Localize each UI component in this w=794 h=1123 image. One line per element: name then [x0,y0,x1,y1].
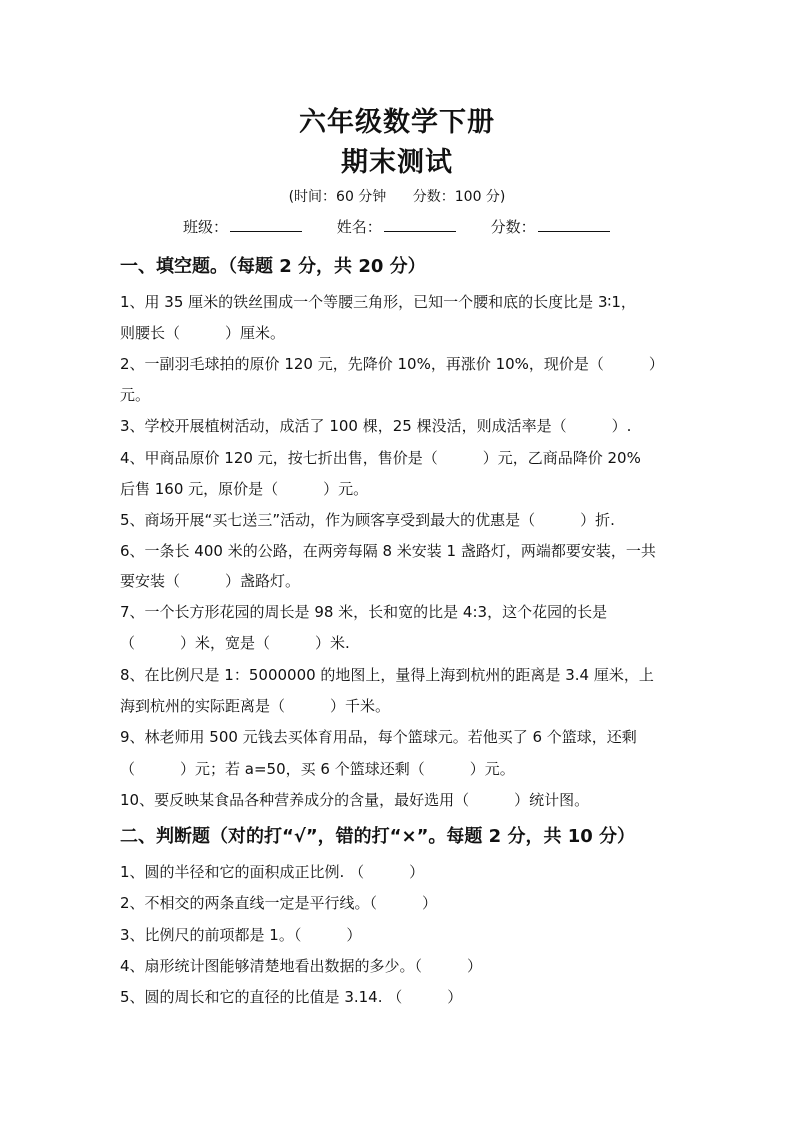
question-line: 1、圆的半径和它的面积成正比例. （ ） [120,863,425,881]
class-label: 班级： [183,218,229,236]
name-label: 姓名： [336,218,382,236]
exam-title: 六年级数学下册 [299,107,495,138]
question-line: 则腰长（ ）厘米。 [120,324,286,342]
question-line: 8、在比例尺是 1：5000000 的地图上，量得上海到杭州的距离是 3.4 厘米，上 [120,666,654,684]
exam-subtitle: 期末测试 [341,147,453,178]
score-info: 分数：100 分) [412,189,506,205]
question-line: 4、甲商品原价 120 元，按七折出售，售价是（ ）元，乙商品降价 20% [120,449,641,467]
question-line: 后售 160 元，原价是（ ）元。 [120,480,369,498]
question-line: 2、一副羽毛球拍的原价 120 元，先降价 10%，再涨价 10%，现价是（ ） [120,355,664,373]
question-line: 元。 [120,386,151,404]
score-blank[interactable] [538,217,610,232]
student-info-fields [183,216,610,237]
name-field[interactable] [337,216,456,237]
question-line: 海到杭州的实际距离是（ ）千米。 [120,697,391,715]
time-info: (时间：60 分钟 [288,189,387,205]
question-line: 1、用 35 厘米的铁丝围成一个等腰三角形，已知一个腰和底的长度比是 3∶1， [120,293,636,311]
question-line: 2、不相交的两条直线一定是平行线。（ ） [120,894,438,912]
question-line: （ ）米，宽是（ ）米. [120,634,350,652]
score-label: 分数： [490,218,536,236]
question-line: 要安装（ ）盏路灯。 [120,572,301,590]
question-line: 10、要反映某食品各种营养成分的含量，最好选用（ ）统计图。 [120,791,590,809]
question-line: 6、一条长 400 米的公路，在两旁每隔 8 米安装 1 盏路灯，两端都要安装，一共 [120,542,656,560]
question-line: 5、圆的周长和它的直径的比值是 3.14. （ ） [120,988,463,1006]
question-line: 7、一个长方形花园的周长是 98 米，长和宽的比是 4:3，这个花园的长是 [120,603,608,621]
question-line: （ ）元；若 a=50，买 6 个篮球还剩（ ）元。 [120,760,515,778]
class-field[interactable] [183,216,302,237]
question-line: 9、林老师用 500 元钱去买体育用品，每个篮球元。若他买了 6 个篮球，还剩 [120,728,637,746]
question-line: 3、比例尺的前项都是 1。（ ） [120,926,362,944]
question-line: 5、商场开展“买七送三”活动，作为顾客享受到最大的优惠是（ ）折. [120,511,615,529]
question-line: 4、扇形统计图能够清楚地看出数据的多少。（ ） [120,957,483,975]
name-blank[interactable] [384,217,456,232]
score-field[interactable] [491,216,610,237]
question-line: 3、学校开展植树活动，成活了 100 棵，25 棵没活，则成活率是（ ）. [120,417,632,435]
exam-meta [0,186,794,206]
section1-heading: 一、填空题。（每题 2 分，共 20 分） [120,256,426,277]
section2-heading: 二、判断题（对的打“√”，错的打“×”。每题 2 分，共 10 分） [120,826,636,847]
class-blank[interactable] [230,217,302,232]
